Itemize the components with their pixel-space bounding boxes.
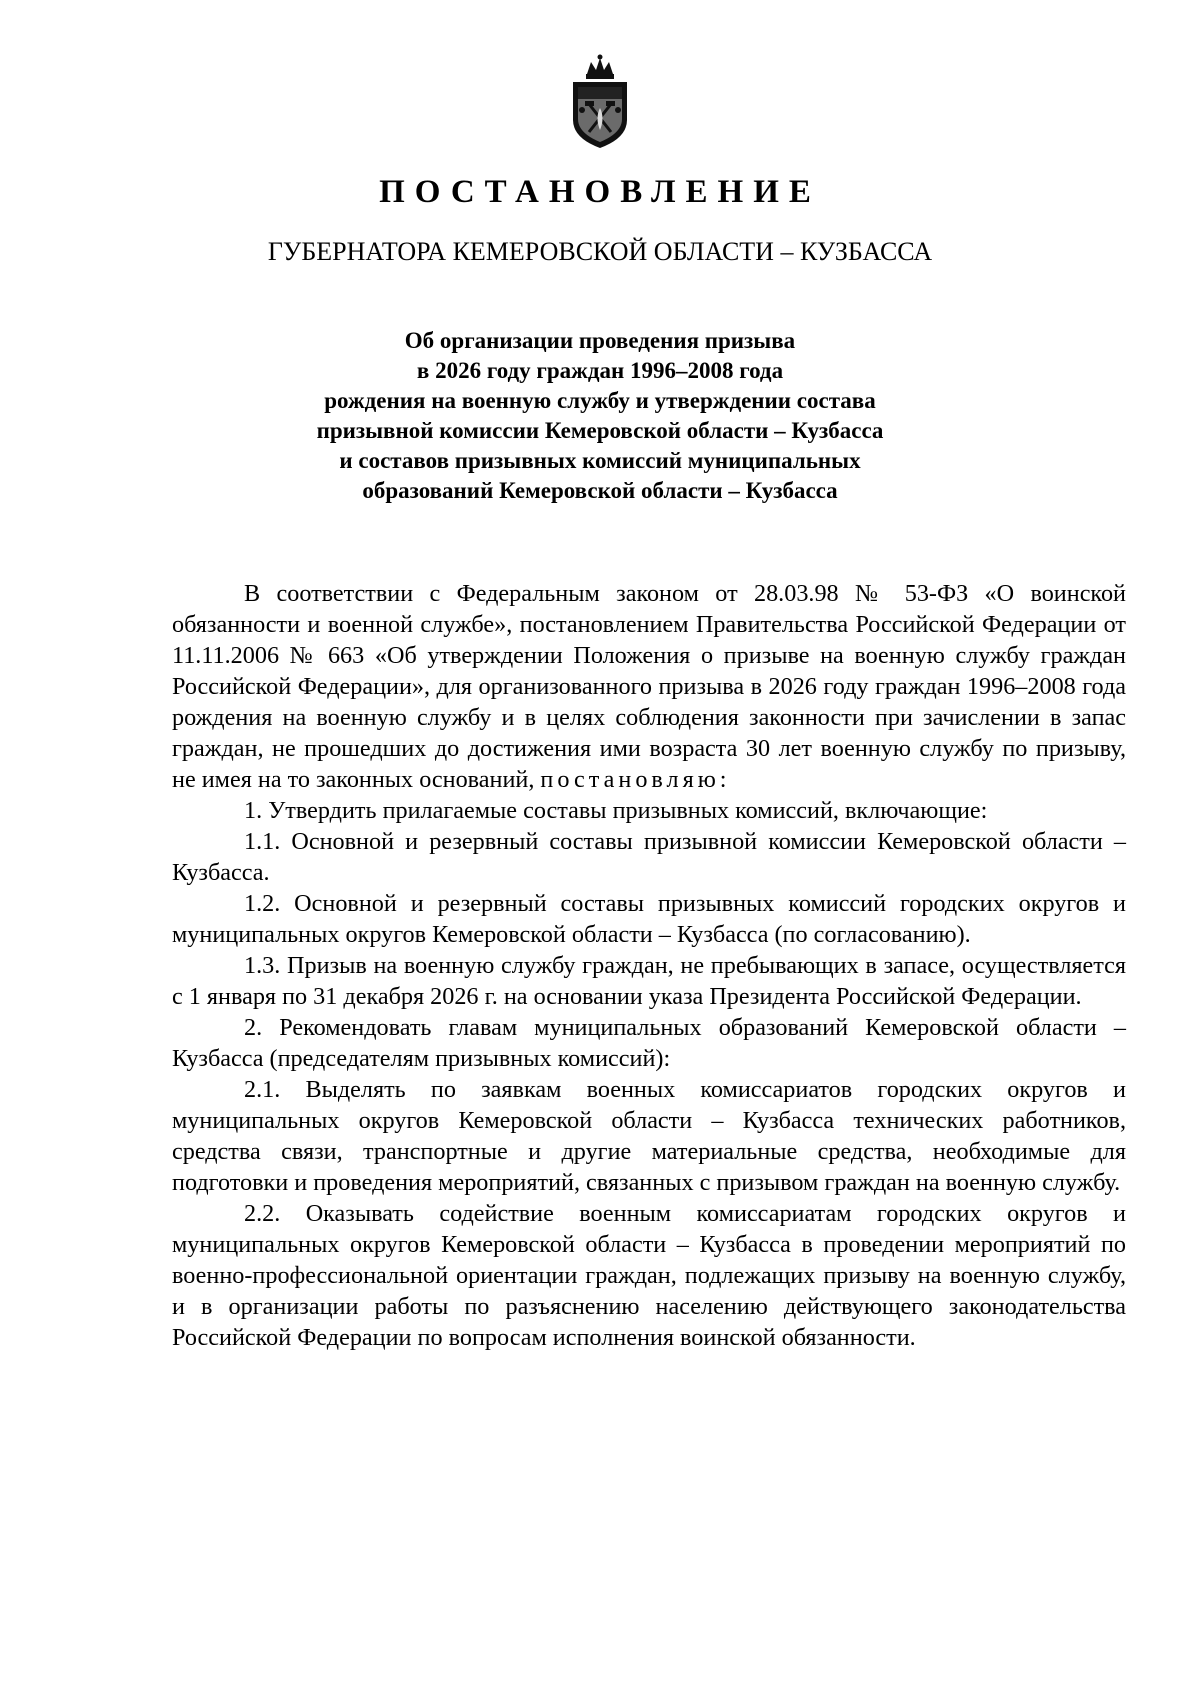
- title-line: призывной комиссии Кемеровской области – Кузбасса: [316, 418, 884, 443]
- title-line: и составов призывных комиссий муниципальных: [339, 448, 861, 473]
- paragraph-2: 2. Рекомендовать главам муниципальных образований Кемеровской области – Кузбасса (председателям призывных комиссий):: [172, 1014, 1126, 1072]
- paragraph-1-2: 1.2. Основной и резервный составы призывных комиссий городских округов и муниципальных округов Кемеровской области – Кузбасса (по согласованию).: [172, 890, 1126, 948]
- document-title: [100, 326, 1100, 506]
- decree-word: постановляю:: [540, 766, 731, 793]
- issuer-heading: ГУБЕРНАТОРА КЕМЕРОВСКОЙ ОБЛАСТИ – КУЗБАССА: [267, 237, 933, 266]
- document-body: [172, 578, 1126, 1353]
- kemerovo-coat-of-arms-icon: [565, 52, 635, 152]
- paragraph-1-3: 1.3. Призыв на военную службу граждан, не пребывающих в запасе, осуществляется с 1 января по 31 декабря 2026 г. на основании указа Президента Российской Федерации.: [172, 952, 1126, 1010]
- title-line: Об организации проведения призыва: [404, 328, 796, 353]
- title-line: образований Кемеровской области – Кузбасса: [362, 478, 838, 503]
- preamble-text: В соответствии с Федеральным законом от 28.03.98 № 53-ФЗ «О воинской обязанности и военной службе», постановлением Правительства Российской Федерации от 11.11.2006 № 663 «Об утверждении Положения о призыве на военную службу граждан Российской Федерации», для организованного призыва в 2026 году граждан 1996–2008 года рождения на военную службу и в целях соблюдения законности при зачислении в запас граждан, не прошедших до достижения ими возраста 30 лет военную службу по призыву, не имея на то законных оснований,: [172, 580, 1126, 793]
- document-type-heading: ПОСТАНОВЛЕНИЕ: [379, 174, 821, 210]
- paragraph-2-1: 2.1. Выделять по заявкам военных комиссариатов городских округов и муниципальных округов Кемеровской области – Кузбасса технических работников, средства связи, транспортные и другие материальные средства, необходимые для подготовки и проведения мероприятий, связанных с призывом граждан на военную службу.: [172, 1076, 1126, 1196]
- paragraph-1: 1. Утвердить прилагаемые составы призывных комиссий, включающие:: [244, 797, 988, 824]
- title-line: рождения на военную службу и утверждении состава: [324, 388, 876, 413]
- preamble-paragraph: [172, 578, 1126, 795]
- title-line: в 2026 году граждан 1996–2008 года: [416, 358, 784, 383]
- paragraph-2-2: 2.2. Оказывать содействие военным комиссариатам городских округов и муниципальных округов Кемеровской области – Кузбасса в проведении мероприятий по военно-профессиональной ориентации граждан, подлежащих призыву на военную службу, и в организации работы по разъяснению населению действующего законодательства Российской Федерации по вопросам исполнения воинской обязанности.: [172, 1200, 1126, 1351]
- paragraph-1-1: 1.1. Основной и резервный составы призывной комиссии Кемеровской области – Кузбасса.: [172, 828, 1126, 886]
